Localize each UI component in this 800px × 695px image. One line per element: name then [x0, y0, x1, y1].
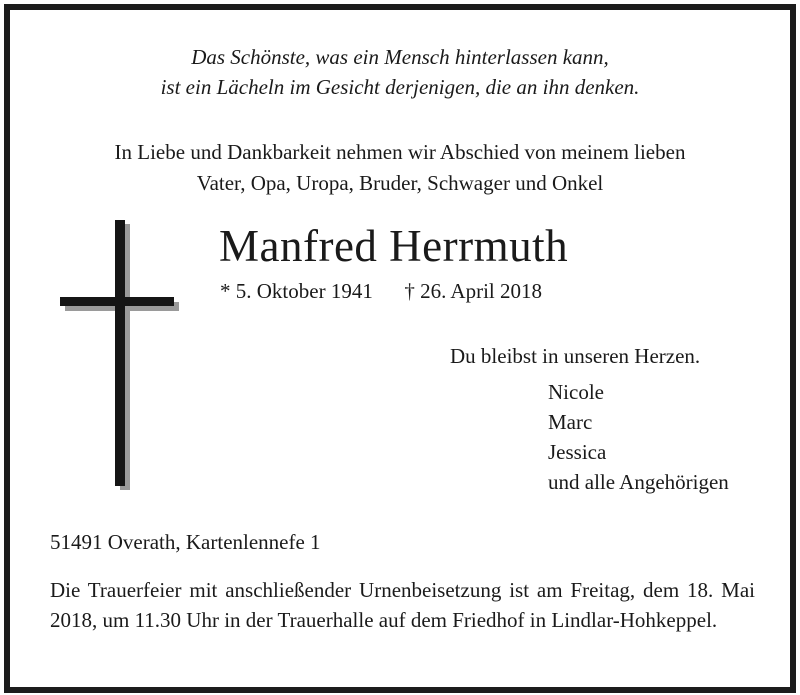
- deceased-name: Manfred Herrmuth: [219, 221, 569, 271]
- address: 51491 Overath, Kartenlennefe 1: [50, 530, 321, 554]
- life-dates: [220, 276, 542, 306]
- funeral-service-notice: Die Trauerfeier mit anschließender Urnenbeisetzung ist am Freitag, dem 18. Mai 2018, um 11.30 Uhr in der Trauerhalle auf dem Friedhof in Lindlar-Hohkeppel.: [50, 578, 755, 632]
- memorial-quote: [10, 42, 790, 102]
- signer: Jessica: [548, 440, 607, 464]
- quote-line-2: ist ein Lächeln im Gesicht derjenigen, die an ihn denken.: [160, 75, 640, 99]
- intro-line-1: In Liebe und Dankbarkeit nehmen wir Abschied von meinem lieben: [114, 140, 686, 164]
- cross-icon: [60, 220, 180, 490]
- signer: Nicole: [548, 380, 604, 404]
- farewell-intro: [10, 137, 790, 199]
- obituary-frame: [4, 4, 796, 693]
- signer: Marc: [548, 410, 593, 434]
- death-date: † 26. April 2018: [404, 279, 542, 303]
- signer: und alle Angehörigen: [548, 470, 729, 494]
- quote-line-1: Das Schönste, was ein Mensch hinterlassen kann,: [191, 45, 609, 69]
- motto: Du bleibst in unseren Herzen.: [450, 344, 701, 368]
- birth-date: * 5. Oktober 1941: [220, 279, 373, 303]
- intro-line-2: Vater, Opa, Uropa, Bruder, Schwager und Onkel: [196, 171, 604, 195]
- signers-list: [548, 377, 729, 497]
